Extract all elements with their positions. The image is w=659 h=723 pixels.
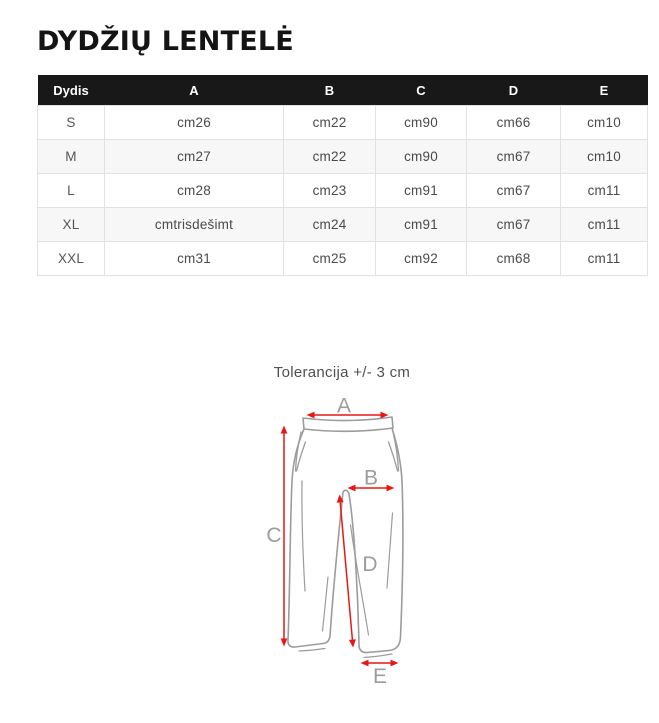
header-cell-d: D (467, 75, 561, 106)
value-cell: cm68 (467, 242, 561, 276)
header-cell-b: B (284, 75, 376, 106)
size-cell: M (38, 140, 105, 174)
value-cell: cm67 (467, 208, 561, 242)
value-cell: cm67 (467, 140, 561, 174)
pants-measurement-diagram (240, 385, 480, 715)
value-cell: cm66 (467, 106, 561, 140)
table-row-s (38, 106, 648, 140)
value-cell: cm28 (105, 174, 284, 208)
waistband (303, 417, 393, 431)
page-title: DYDŽIŲ LENTELĖ (37, 26, 294, 58)
value-cell: cm91 (376, 174, 467, 208)
diagram-label-c: C (266, 524, 282, 547)
diagram-label-e: E (372, 665, 388, 688)
arrow-c (281, 426, 288, 647)
table-row-xl (38, 208, 648, 242)
arrow-d (337, 495, 356, 648)
value-cell: cm22 (284, 140, 376, 174)
diagram-label-a: A (336, 394, 352, 418)
value-cell: cm11 (561, 174, 648, 208)
value-cell: cm31 (105, 242, 284, 276)
pants-body (288, 428, 403, 653)
value-cell: cm90 (376, 140, 467, 174)
header-cell-c: C (376, 75, 467, 106)
value-cell: cm27 (105, 140, 284, 174)
value-cell: cm26 (105, 106, 284, 140)
value-cell: cmtrisdešimt (105, 208, 284, 242)
header-cell-dydis: Dydis (38, 75, 105, 106)
right-hem-stitch (364, 654, 392, 658)
value-cell: cm11 (561, 208, 648, 242)
value-cell: cm90 (376, 106, 467, 140)
pocket-lines (296, 432, 399, 471)
header-cell-a: A (105, 75, 284, 106)
value-cell: cm23 (284, 174, 376, 208)
value-cell: cm25 (284, 242, 376, 276)
left-hem-stitch (299, 649, 325, 652)
value-cell: cm22 (284, 106, 376, 140)
tolerance-note: Tolerancija +/- 3 cm (273, 364, 411, 381)
size-cell: XXL (38, 242, 105, 276)
table-row-xxl (38, 242, 648, 276)
pants-outline (288, 417, 403, 658)
crease-lines (302, 481, 393, 635)
diagram-label-d: D (362, 553, 378, 576)
value-cell: cm24 (284, 208, 376, 242)
size-cell: L (38, 174, 105, 208)
header-cell-e: E (561, 75, 648, 106)
value-cell: cm10 (561, 106, 648, 140)
value-cell: cm10 (561, 140, 648, 174)
table-header-row (38, 75, 648, 106)
value-cell: cm91 (376, 208, 467, 242)
diagram-label-b: B (363, 466, 379, 490)
table-row-l (38, 174, 648, 208)
value-cell: cm67 (467, 174, 561, 208)
table-row-m (38, 140, 648, 174)
value-cell: cm92 (376, 242, 467, 276)
size-cell: XL (38, 208, 105, 242)
measurement-arrows (281, 412, 399, 667)
value-cell: cm11 (561, 242, 648, 276)
size-table (37, 75, 648, 276)
size-cell: S (38, 106, 105, 140)
